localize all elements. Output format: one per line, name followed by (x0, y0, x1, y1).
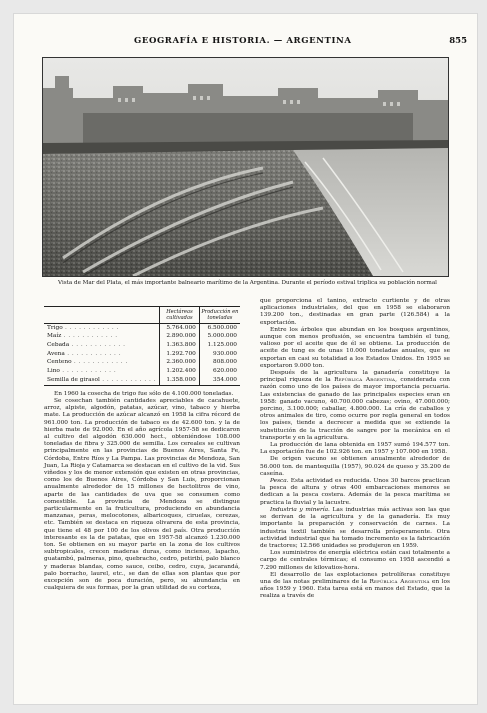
paragraph-other-crops: Se cosechan también cantidades apreciables de cacahuete, arroz, alpiste, algodón, patatas, azúcar, vino, tabaco y hierba mate. La producción de azúcar alcanzó en 1958 la cifra récord de 961.000 ton. La producción de tabaco es de 42.600 ton. y la de hierba mate de 92.000. En el año agrícola 1957-58 se dedicaron al cultivo del algodón 630.000 hect., obteniéndose 108.000 toneladas de fibra y 325.000 de semilla. Los cereales se cultivan principalmente en las provincias de Buenos Aires, Santa Fe, Córdoba, Entre Ríos y La Pampa. Las provincias de Mendoza, San Juan, La Rioja y Catamarca se destacan en el cultivo de la vid. Sus viñedos y los de menor extensión que existen en otras provincias, como los de Buenos Aires, Córdoba y San Luis, proporcionan anualmente alrededor de 15 millones de hectolitros de vino, aparte de las cantidades de uva que se consumen como comestible. La provincia de Mendoza se distingue particularmente en la fruticultura, produciendo en abundancia manzanas, peras, melocotones, albaricoques, ciruelas, cerezas, etc. También se destaca en riqueza olivarera de esta provincia, que tiene el 48 por 100 de los olivos del país. Otra producción interesante es la de patatas, que en 1957-58 alcanzó 1.230.000 ton. Se obtienen en su mayor parte en la zona de los cultivos subtropicales, crecen maderas duras, como incienso, lapacho, guatambú, palmeras, pino, quebracho, cedro, petiribí, palo blanco y maderas blandas, como sauce, ceibo, cedro, cuya, jacarandá, palo borracho, laurel, etc., se dan de ellas son plantas que por excepción son de poca duración, pero, su abundancia en cualquiera de sus formas, por la gran utilidad de su corteza, (44, 398, 240, 592)
crop-tons: 620.000 (199, 367, 240, 376)
crop-name: Centeno . . . (44, 359, 160, 368)
paragraph-tung: Entre los árboles que abundan en los bosques argentinos, aunque con menos profusión, se encuentra también el tung, valioso por el aceite que de él se obtiene. La producción de aceite de tung es de unas 10.000 toneladas anuales, que se exportan en casi su totalidad a los Estados Unidos. En 1955 se exportaron 9.000 ton. (260, 326, 450, 369)
fishing-text: Esta actividad es reducida. Unos 30 barcos practican la pesca de altura y otras 400 embarcaciones menores se dedican a la pesca costera. Además de la pesca marítima se practica la fluvial y la lacustre. (260, 478, 450, 506)
crop-name: Semilla de girasol . . . (44, 376, 160, 385)
table-row (44, 376, 240, 385)
fishing-heading: Pesca. (270, 478, 289, 485)
paragraph-fishing (260, 478, 450, 507)
table-row (44, 359, 240, 368)
crop-tons: 808.000 (199, 359, 240, 368)
running-title: GEOGRAFÍA E HISTORIA. — ARGENTINA (134, 36, 352, 46)
table-header-crop (44, 307, 160, 324)
crop-name: Avena . . . (44, 350, 160, 359)
crop-hectares: 1.363.800 (160, 341, 200, 350)
crop-name: Lino . . . (44, 367, 160, 376)
table-header-hectares: Hectáreas cultivadas (160, 307, 200, 324)
crop-hectares: 5.764.000 (160, 324, 200, 333)
crop-hectares: 1.292.700 (160, 350, 200, 359)
crop-tons: 6.500.000 (199, 324, 240, 333)
table-header-row (44, 307, 240, 324)
crop-tons: 354.000 (199, 376, 240, 385)
table-row (44, 324, 240, 333)
country-name: República Argentina (334, 377, 396, 384)
table-row (44, 367, 240, 376)
industry-text: Las industrias más activas son las que se derivan de la agricultura y de la ganadería. Es muy importante la preparación y conservación de carnes. La industria textil también se desarrolla prósperamente. Otra actividad industrial que ha tomado incremento es la fabricación de tractores; 12.566 unidades se produjeron en 1959. (260, 506, 450, 549)
paragraph-industry (260, 507, 450, 550)
left-column (44, 306, 240, 593)
paragraph-petroleum (260, 572, 450, 601)
running-header (44, 36, 467, 50)
crop-name: Trigo . . . (44, 324, 160, 333)
crop-hectares: 1.358.000 (160, 376, 200, 385)
crop-hectares: 2.890.000 (160, 333, 200, 342)
table-header-tons: Producción en toneladas (199, 307, 240, 324)
page-number: 855 (449, 36, 467, 46)
crop-production-table (44, 306, 240, 386)
table-row (44, 333, 240, 342)
crop-tons: 5.000.000 (199, 333, 240, 342)
beach-photo-illustration (43, 58, 448, 276)
industry-heading: Industria y minería. (270, 506, 330, 513)
country-name: República Argentina (369, 578, 430, 585)
paragraph-wool: La producción de lana obtenida en 1957 sumó 194.577 ton. La exportación fue de 102.926 ton. en 1957 y 107.000 en 1958. (260, 442, 450, 456)
crop-hectares: 2.360.000 (160, 359, 200, 368)
livestock-text-b: , considerada con razón como uno de los países de mayor importancia pecuaria. Las existencias de ganado de las principales especies eran en 1958: ganado vacuno, 40.700.000 cabezas; ovino, 47.000.000; porcino, 3.100.000; caballar, 4.800.000. La cría de caballos y otros animales de tiro, como ocurre por regla general en todos los países, tiende a decrecer a medida que se extiende la substitución de la tracción de sangre por la mecánica en el transporte y en la agricultura. (260, 377, 450, 441)
crop-name: Cebada . . . (44, 341, 160, 350)
photo-caption: Vista de Mar del Plata, el más importante balneario marítimo de la Argentina. Durante el período estival triplica su población normal (58, 280, 437, 286)
mar-del-plata-photo (42, 57, 449, 277)
table-row (44, 341, 240, 350)
right-column (260, 298, 450, 601)
book-page (14, 14, 477, 704)
crop-tons: 930.000 (199, 350, 240, 359)
crop-hectares: 1.202.400 (160, 367, 200, 376)
petroleum-text-a: El desarrollo de las explotaciones petrolíferas constituye una de las notas preliminares de la (260, 571, 450, 585)
crop-tons: 1.125.000 (199, 341, 240, 350)
petroleum-text-b: en los años 1959 y 1960. Esta tarea está en manos del Estado, que la realiza a través de (260, 578, 450, 600)
paragraph-dairy: De origen vacuno se obtienen anualmente alrededor de 56.000 ton. de mantequilla (1957), 90.024 de queso y 35.200 de caseína. (260, 456, 450, 477)
livestock-text-a: Después de la agricultura la ganadería constituye la principal riqueza de la (260, 370, 450, 384)
paragraph-electricity: Los suministros de energía eléctrica están casi totalmente a cargo de centrales térmicas; el consumo en 1958 ascendió a 7.290 millones de kilovatios-hora. (260, 550, 450, 571)
paragraph-tannin: que proporciona el tanino, extracto curtiente y de otras aplicaciones industriales, del que en 1958 se elaboraron 139.200 ton., destinadas en gran parte (126.584) a la exportación. (260, 298, 450, 326)
paragraph-livestock (260, 370, 450, 442)
paragraph-wheat-1960: En 1960 la cosecha de trigo fue sólo de 4.100.000 toneladas. (54, 390, 234, 397)
crop-name: Maíz . . . (44, 333, 160, 342)
table-row (44, 350, 240, 359)
